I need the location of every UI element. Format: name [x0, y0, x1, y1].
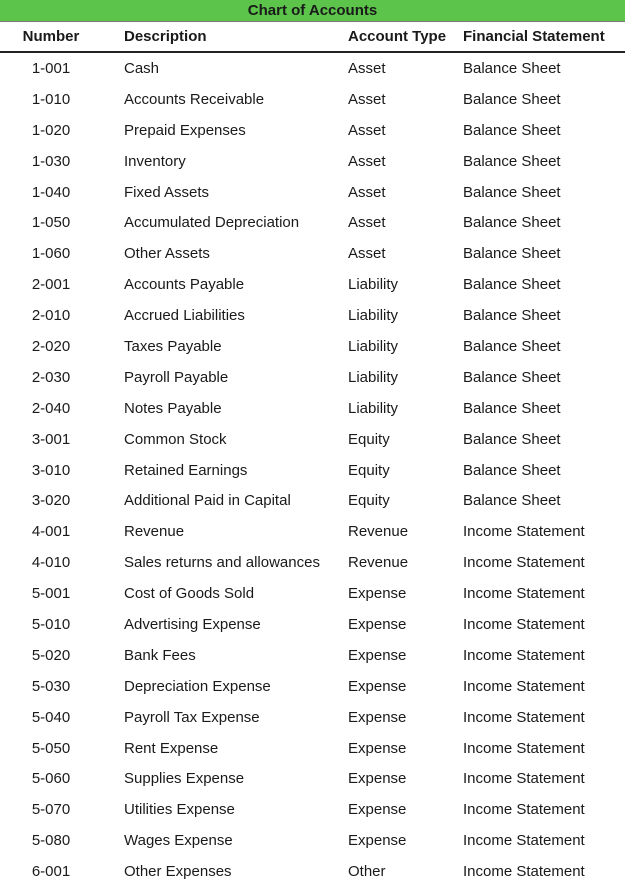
- header-number: Number: [22, 28, 80, 45]
- cell-account-type: Liability: [348, 368, 399, 386]
- cell-number: 4-010: [31, 554, 71, 572]
- cell-account-type: Asset: [348, 245, 386, 263]
- header-account-type: Account Type: [348, 28, 447, 45]
- cell-account-type: Expense: [348, 708, 407, 726]
- table-row: [0, 702, 625, 733]
- cell-financial-statement: Balance Sheet: [463, 59, 561, 77]
- table-header-row: [0, 22, 625, 53]
- cell-account-type: Asset: [348, 152, 386, 170]
- cell-financial-statement: Balance Sheet: [463, 492, 561, 510]
- table-row: [0, 238, 625, 269]
- cell-description: Utilities Expense: [124, 801, 235, 819]
- cell-financial-statement: Income Statement: [463, 708, 585, 726]
- cell-description: Other Assets: [124, 245, 210, 263]
- cell-financial-statement: Balance Sheet: [463, 245, 561, 263]
- cell-account-type: Revenue: [348, 554, 409, 572]
- cell-account-type: Equity: [348, 430, 390, 448]
- table-title: Chart of Accounts: [0, 0, 625, 22]
- cell-account-type: Asset: [348, 59, 386, 77]
- cell-financial-statement: Balance Sheet: [463, 307, 561, 325]
- cell-number: 1-050: [31, 214, 71, 232]
- cell-description: Depreciation Expense: [124, 677, 271, 695]
- table-row: [0, 269, 625, 300]
- table-body: [0, 53, 625, 887]
- cell-financial-statement: Balance Sheet: [463, 121, 561, 139]
- cell-financial-statement: Balance Sheet: [463, 90, 561, 108]
- table-row: [0, 207, 625, 238]
- cell-description: Prepaid Expenses: [124, 121, 246, 139]
- table-row: [0, 424, 625, 455]
- cell-description: Cost of Goods Sold: [124, 585, 255, 603]
- cell-account-type: Expense: [348, 832, 407, 850]
- cell-description: Other Expenses: [124, 863, 232, 881]
- cell-number: 1-060: [31, 245, 71, 263]
- table-row: [0, 547, 625, 578]
- table-row: [0, 763, 625, 794]
- cell-account-type: Equity: [348, 461, 390, 479]
- cell-financial-statement: Balance Sheet: [463, 337, 561, 355]
- table-row: [0, 393, 625, 424]
- cell-number: 5-080: [31, 832, 71, 850]
- cell-financial-statement: Income Statement: [463, 585, 585, 603]
- cell-number: 1-001: [31, 59, 71, 77]
- cell-description: Common Stock: [124, 430, 227, 448]
- cell-number: 2-001: [31, 276, 71, 294]
- cell-description: Wages Expense: [124, 832, 233, 850]
- cell-financial-statement: Balance Sheet: [463, 461, 561, 479]
- header-description: Description: [124, 28, 207, 45]
- cell-number: 5-010: [31, 615, 71, 633]
- cell-number: 1-020: [31, 121, 71, 139]
- cell-number: 3-001: [31, 430, 71, 448]
- cell-number: 5-001: [31, 585, 71, 603]
- cell-financial-statement: Balance Sheet: [463, 214, 561, 232]
- cell-financial-statement: Balance Sheet: [463, 430, 561, 448]
- table-row: [0, 115, 625, 146]
- cell-financial-statement: Income Statement: [463, 863, 585, 881]
- cell-description: Accounts Receivable: [124, 90, 265, 108]
- cell-financial-statement: Balance Sheet: [463, 152, 561, 170]
- cell-financial-statement: Income Statement: [463, 832, 585, 850]
- cell-financial-statement: Income Statement: [463, 739, 585, 757]
- cell-financial-statement: Income Statement: [463, 677, 585, 695]
- table-row: [0, 794, 625, 825]
- cell-financial-statement: Balance Sheet: [463, 276, 561, 294]
- cell-description: Supplies Expense: [124, 770, 245, 788]
- table-row: [0, 609, 625, 640]
- table-row: [0, 331, 625, 362]
- cell-account-type: Liability: [348, 337, 399, 355]
- cell-financial-statement: Income Statement: [463, 615, 585, 633]
- cell-description: Revenue: [124, 523, 185, 541]
- cell-number: 5-070: [31, 801, 71, 819]
- cell-number: 2-010: [31, 307, 71, 325]
- cell-number: 5-020: [31, 646, 71, 664]
- cell-description: Advertising Expense: [124, 615, 261, 633]
- cell-account-type: Expense: [348, 770, 407, 788]
- cell-account-type: Asset: [348, 214, 386, 232]
- cell-number: 1-010: [31, 90, 71, 108]
- cell-account-type: Expense: [348, 801, 407, 819]
- cell-description: Cash: [124, 59, 160, 77]
- cell-account-type: Equity: [348, 492, 390, 510]
- cell-account-type: Asset: [348, 90, 386, 108]
- table-row: [0, 733, 625, 764]
- cell-account-type: Expense: [348, 615, 407, 633]
- cell-number: 2-030: [31, 368, 71, 386]
- cell-account-type: Other: [348, 863, 386, 881]
- table-row: [0, 578, 625, 609]
- table-row: [0, 671, 625, 702]
- cell-account-type: Asset: [348, 183, 386, 201]
- cell-financial-statement: Balance Sheet: [463, 399, 561, 417]
- table-row: [0, 146, 625, 177]
- cell-financial-statement: Income Statement: [463, 646, 585, 664]
- cell-description: Bank Fees: [124, 646, 196, 664]
- cell-number: 2-020: [31, 337, 71, 355]
- cell-description: Rent Expense: [124, 739, 219, 757]
- cell-financial-statement: Balance Sheet: [463, 368, 561, 386]
- cell-financial-statement: Balance Sheet: [463, 183, 561, 201]
- table-row: [0, 362, 625, 393]
- cell-description: Inventory: [124, 152, 186, 170]
- table-row: [0, 856, 625, 887]
- cell-number: 3-010: [31, 461, 71, 479]
- cell-account-type: Liability: [348, 276, 399, 294]
- table-row: [0, 640, 625, 671]
- cell-account-type: Asset: [348, 121, 386, 139]
- table-row: [0, 177, 625, 208]
- cell-financial-statement: Income Statement: [463, 801, 585, 819]
- cell-financial-statement: Income Statement: [463, 770, 585, 788]
- cell-description: Accrued Liabilities: [124, 307, 245, 325]
- cell-financial-statement: Income Statement: [463, 554, 585, 572]
- cell-description: Notes Payable: [124, 399, 222, 417]
- cell-description: Retained Earnings: [124, 461, 248, 479]
- table-row: [0, 53, 625, 84]
- cell-account-type: Revenue: [348, 523, 409, 541]
- cell-number: 1-030: [31, 152, 71, 170]
- cell-number: 4-001: [31, 523, 71, 541]
- cell-description: Additional Paid in Capital: [124, 492, 291, 510]
- cell-account-type: Liability: [348, 399, 399, 417]
- cell-number: 6-001: [31, 863, 71, 881]
- table-row: [0, 485, 625, 516]
- cell-account-type: Expense: [348, 585, 407, 603]
- cell-number: 3-020: [31, 492, 71, 510]
- table-row: [0, 84, 625, 115]
- cell-description: Fixed Assets: [124, 183, 210, 201]
- cell-number: 5-040: [31, 708, 71, 726]
- cell-account-type: Liability: [348, 307, 399, 325]
- cell-description: Payroll Tax Expense: [124, 708, 260, 726]
- cell-description: Accumulated Depreciation: [124, 214, 300, 232]
- table-row: [0, 455, 625, 486]
- cell-account-type: Expense: [348, 677, 407, 695]
- table-row: [0, 516, 625, 547]
- cell-account-type: Expense: [348, 646, 407, 664]
- cell-description: Accounts Payable: [124, 276, 245, 294]
- cell-account-type: Expense: [348, 739, 407, 757]
- table-row: [0, 825, 625, 856]
- cell-description: Taxes Payable: [124, 337, 222, 355]
- header-financial-statement: Financial Statement: [463, 28, 605, 45]
- cell-number: 5-050: [31, 739, 71, 757]
- cell-number: 5-030: [31, 677, 71, 695]
- cell-description: Sales returns and allowances: [124, 554, 320, 572]
- cell-number: 5-060: [31, 770, 71, 788]
- table-row: [0, 300, 625, 331]
- cell-financial-statement: Income Statement: [463, 523, 585, 541]
- cell-number: 2-040: [31, 399, 71, 417]
- cell-number: 1-040: [31, 183, 71, 201]
- cell-description: Payroll Payable: [124, 368, 229, 386]
